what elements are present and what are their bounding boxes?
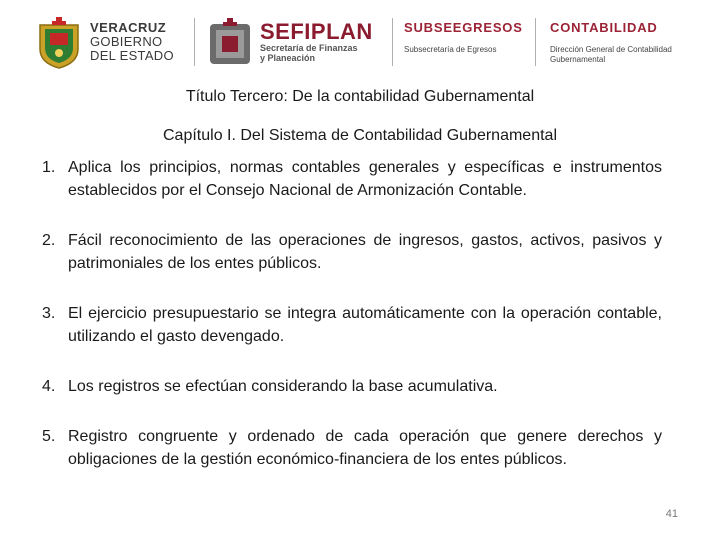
list-item xyxy=(42,302,662,348)
list-item-number: 3. xyxy=(42,305,56,322)
list-item-text: Aplica los principios, normas contables generales y específicas e instrumentos establecidos por el Consejo Nacional de Armonización Contable. xyxy=(68,159,662,199)
contabilidad-desc-line1: Dirección General de Contabilidad xyxy=(550,45,672,54)
veracruz-line2: GOBIERNO xyxy=(90,34,163,49)
list-item-number: 5. xyxy=(42,428,56,445)
sefiplan-sub1: Secretaría de Finanzas xyxy=(260,43,358,53)
contabilidad-title: CONTABILIDAD xyxy=(550,20,658,35)
list-item-number: 4. xyxy=(42,378,56,395)
principles-list xyxy=(42,156,662,471)
list-item-number: 1. xyxy=(42,159,56,176)
subsegresos-block xyxy=(404,20,532,55)
sefiplan-sub2: y Planeación xyxy=(260,53,316,63)
header-divider xyxy=(392,18,393,66)
contabilidad-block xyxy=(550,20,710,65)
sefiplan-seal-icon xyxy=(206,16,254,68)
sefiplan-logo xyxy=(206,16,386,68)
document-title: Título Tercero: De la contabilidad Gubernamental xyxy=(185,88,535,105)
veracruz-line3: DEL ESTADO xyxy=(90,48,174,63)
list-item-text: El ejercicio presupuestario se integra automáticamente con la operación contable, utilizando el gasto devengado. xyxy=(68,305,662,345)
list-item-text: Registro congruente y ordenado de cada operación que genere derechos y obligaciones de la gestión económico-financiera de los entes públicos. xyxy=(68,428,662,468)
list-item xyxy=(42,229,662,275)
header xyxy=(0,0,720,80)
sefiplan-title: SEFIPLAN xyxy=(260,19,373,44)
header-divider xyxy=(535,18,536,66)
page-number: 41 xyxy=(665,508,678,520)
subsegresos-title: SUBSEEGRESOS xyxy=(404,20,523,35)
veracruz-logo xyxy=(36,14,176,70)
header-divider xyxy=(194,18,195,66)
list-item-text: Los registros se efectúan considerando la base acumulativa. xyxy=(68,378,498,395)
subsegresos-desc: Subsecretaría de Egresos xyxy=(404,45,497,54)
veracruz-line1: VERACRUZ xyxy=(90,20,167,35)
list-item-text: Fácil reconocimiento de las operaciones de ingresos, gastos, activos, pasivos y patrimoniales de los entes públicos. xyxy=(68,232,662,272)
list-item xyxy=(42,375,662,398)
contabilidad-desc-line2: Gubernamental xyxy=(550,55,606,64)
list-item xyxy=(42,156,662,202)
list-item xyxy=(42,425,662,471)
chapter-title: Capítulo I. Del Sistema de Contabilidad Gubernamental xyxy=(163,127,557,144)
list-item-number: 2. xyxy=(42,232,56,249)
contabilidad-desc xyxy=(550,45,710,65)
veracruz-seal-icon xyxy=(36,15,82,69)
